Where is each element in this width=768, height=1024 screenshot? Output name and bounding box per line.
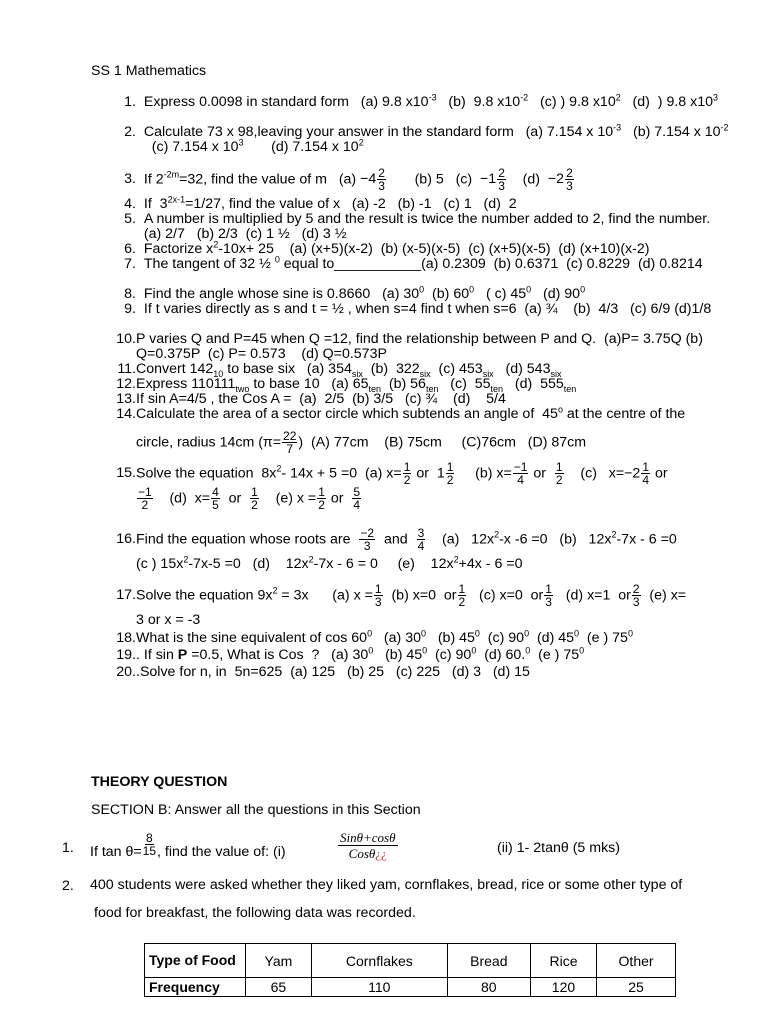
question-line: food for breakfast, the following data was recorded. — [94, 905, 416, 921]
question-text-rest: , find the value of: (i) — [157, 844, 286, 861]
table-row — [145, 978, 676, 997]
list-item: 11. Convert $142_{10}$ to base six (a) $354_{six}$ (b) $322_{six}$ (c) $453_{six}$ (d) $543_{six}$ — [117, 361, 562, 379]
section-instruction: SECTION B: Answer all the questions in this Section — [91, 802, 421, 818]
list-item: 20. .Solve for n, in 5n=625 (a) 125 (b) 25 (c) 225 (d) 3 (d) 15 — [116, 664, 530, 680]
question-line: 400 students were asked whether they liked yam, cornflakes, bread, rice or some other type of — [90, 877, 683, 893]
list-item: 3. If $2^{-2m}=32$, find the value of m (a) −4 $\frac{2}{3}$ (b) 5 (c) −1 $\frac{2}{3}$ (d) −2 $\frac{2}{3}$ — [124, 165, 573, 193]
question-text: If tan θ= — [90, 844, 142, 861]
list-item: 13. If sin A=4/5 , the Cos A = (a) 2/5 (b) 3/5 (c) ¾ (d) 5/4 — [116, 391, 506, 407]
table-cell: Bread — [447, 944, 530, 978]
theory-heading: THEORY QUESTION — [91, 774, 228, 790]
table-cell: Other — [597, 944, 676, 978]
table-cell: 110 — [311, 978, 447, 997]
list-item: 16. Find the equation whose roots are $\frac{-2}{3}$ and $\frac{3}{4}$ (a) $12x^2-x$ -6 =0 (b) $12x^2-7x - 6 =0$ (c ) $15x^2-7x-5 =0$ (d) $12x^2-7x - 6 = 0$ (e) $12x^2+4x - 6 =0$ — [116, 526, 677, 572]
table-cell: Cornflakes — [311, 944, 447, 978]
food-table — [144, 943, 676, 997]
list-item: 2. Calculate 73 x 98,leaving your answer in the standard form (a) 7.154 x $10^{-3}$ (b) 7.154 x $10^{-2}$ (c) 7.154 x $10^3$ (d) 7.154 x $10^2$ — [124, 122, 729, 155]
list-item: 1. Express 0.0098 in standard form (a) 9.8 $x10^{-3}$ (b) 9.8 $x10^{-2}$ (c) ) 9.8 $x10^2$ (d) ) 9.8 $x10^3$ — [124, 92, 719, 110]
list-item: 4. If $3^{2x-1}=1/27$, find the value of x (a) -2 (b) -1 (c) 1 (d) 2 — [124, 194, 517, 212]
table-row — [145, 944, 676, 978]
question-number: 1. — [62, 840, 74, 856]
row-label: Type of Food — [145, 944, 246, 978]
table-cell: Rice — [530, 944, 596, 978]
list-item: 17. Solve the equation $9x^2 = 3x$ (a) x = $\frac{1}{3}$ (b) x=0 or $\frac{1}{2}$ (c) x=0 or $\frac{1}{3}$ (d) x=1 or $\frac{2}{3}$ (e) x= 3 or x = -3 — [116, 582, 687, 628]
list-item: 9. If t varies directly as s and t = ½ , when s=4 find t when s=6 (a) ¾ (b) 4/3 (c) 6/9 (d)1/8 — [124, 301, 712, 317]
fraction: $\frac{8}{15}$ — [142, 831, 157, 858]
list-item: 15. Solve the equation $8x^2-$ 14x + 5 =0 (a) x= $\frac{1}{2}$ or 1 $\frac{1}{2}$ (b) x= $\frac{-1}{4}$ or $\frac{1}{2}$ (c) x=−2 $\frac{1}{4}$ or $\frac{-1}{2}$ (d) x= $\frac{4}{5}$ or $\frac{1}{2}$ (e) x = $\frac{1}{2}$ or $\frac{5}{4}$ — [116, 460, 668, 512]
list-item: 14. Calculate the area of a sector circle which subtends an angle of 45$^o$ at the centre of the circle, radius 14cm (π= $\frac{22}{7}$ ) (A) 77cm (B) 75cm (C)76cm (D) 87cm — [116, 404, 686, 456]
table-cell: Yam — [246, 944, 312, 978]
list-item: 8. Find the angle whose sine is 0.8660 (a) $30^0$ (b) $60^0$ ( c) $45^0$ (d) $90^0$ — [124, 284, 586, 302]
list-item: 10. P varies Q and P=45 when Q =12, find the relationship between P and Q. (a)P= 3.75Q (b) Q=0.375P (c) P= 0.573 (d) Q=0.573P — [116, 331, 703, 362]
page-heading: SS 1 Mathematics — [91, 63, 207, 79]
list-item: 18. What is the sine equivalent of $\cos 60^0$ (a) $30^0$ (b) $45^0$ (c) $90^0$ (d) $45^0$ (e ) $75^0$ — [116, 628, 633, 646]
table-cell: 80 — [447, 978, 530, 997]
list-item: 19. . If sin P =0.5, What is Cos ? (a) $30^0$ (b) $45^0$ (c) $90^0$ (d) 60.$^0$ (e ) $75^0$ — [116, 645, 585, 663]
list-item: 12. Express $110111_{two}$ to base 10 (a) $65_{ten}$ (b) $56_{ten}$ (c) $55_{ten}$ (d) $555_{ten}$ — [116, 376, 577, 394]
row-label: Frequency — [145, 978, 246, 997]
table-cell: 65 — [246, 978, 312, 997]
table-cell: 25 — [597, 978, 676, 997]
table-cell: 120 — [530, 978, 596, 997]
trig-ratio: Sinθ+cosθ Cosθ¿¿ — [340, 830, 396, 861]
question-list — [100, 92, 730, 682]
list-item: 7. The tangent of 32 ½ $^0$ equal to___________(a) 0.2309 (b) 0.6371 (c) 0.8229 (d) 0.8214 — [124, 254, 703, 272]
question-number: 2. — [62, 878, 74, 894]
list-item: 6. Factorize $x^2-10x+ 25$ (a) (x+5)(x-2) (b) (x-5)(x-5) (c) (x+5)(x-5) (d) (x+10)(x-2) — [124, 239, 650, 257]
part-ii: (ii) 1- 2tanθ (5 mks) — [497, 840, 620, 856]
list-item: 5. A number is multiplied by 5 and the result is twice the number added to 2, find the number. (a) 2/7 (b) 2/3 (c) 1 ½ (d) 3 ½ — [124, 211, 715, 242]
